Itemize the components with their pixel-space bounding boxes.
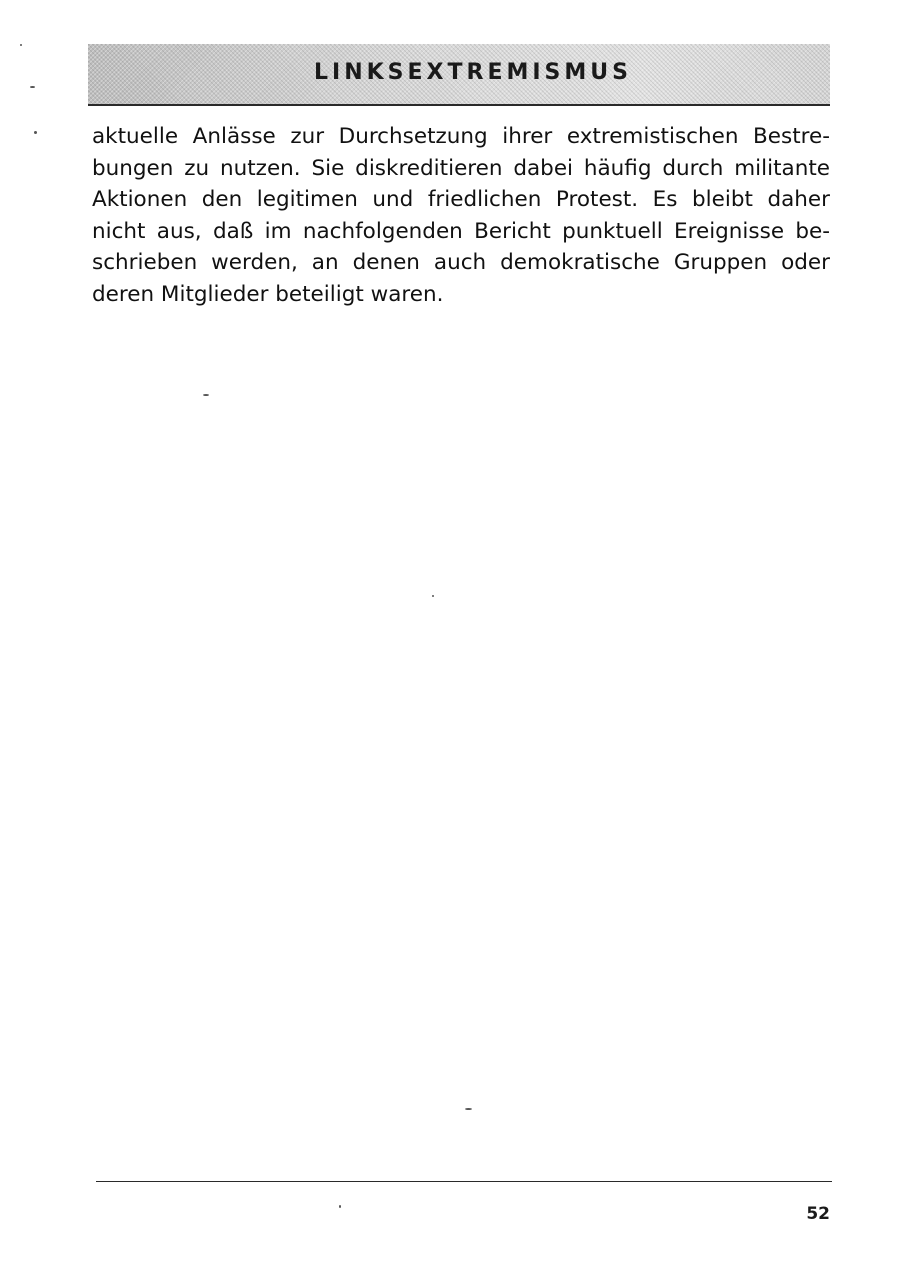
footer-divider <box>96 1181 832 1182</box>
body-line: schrieben werden, an denen auch demokratische Gruppen oder <box>92 250 830 275</box>
scan-speck <box>465 1108 472 1110</box>
scan-speck <box>203 394 209 396</box>
scan-speck <box>34 131 37 134</box>
page-number: 52 <box>806 1204 830 1224</box>
scan-speck <box>432 595 434 597</box>
body-line: aktuelle Anlässe zur Durchsetzung ihrer extremistischen Bestre- <box>92 124 830 149</box>
section-title: LINKSEXTREMISMUS <box>314 60 632 85</box>
body-line: deren Mitglieder beteiligt waren. <box>92 281 444 307</box>
scan-speck <box>339 1205 341 1208</box>
body-paragraph <box>92 121 830 310</box>
body-line: bungen zu nutzen. Sie diskreditieren dabei häufig durch militante <box>92 155 830 181</box>
scan-speck <box>20 44 22 46</box>
scan-speck <box>30 86 35 88</box>
body-line: nicht aus, daß im nachfolgenden Bericht punktuell Ereignisse be- <box>92 218 830 244</box>
section-header-bar <box>88 44 830 106</box>
body-line: Aktionen den legitimen und friedlichen Protest. Es bleibt daher <box>92 187 830 212</box>
